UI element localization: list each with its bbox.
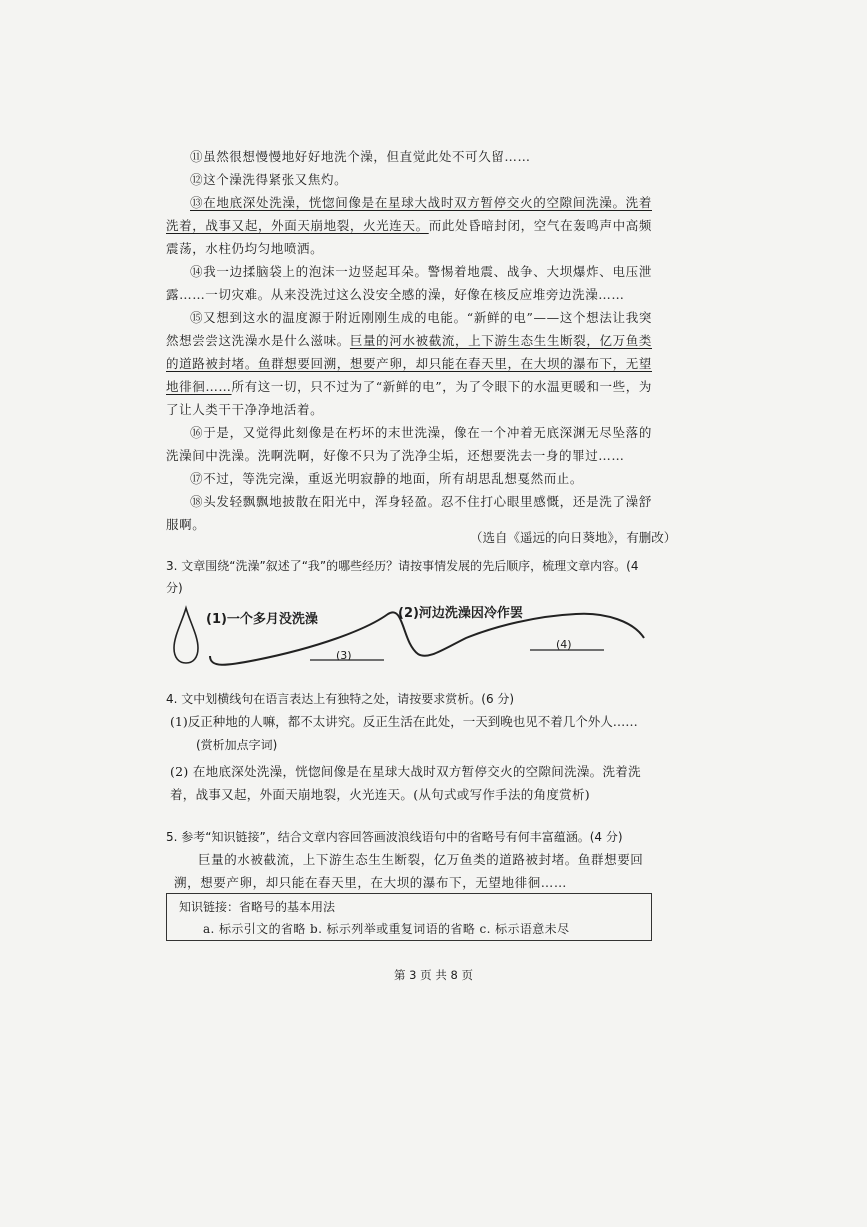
question-4: 4. 文中划横线句在语言表达上有独特之处，请按要求赏析。(6 分) <box>166 692 515 706</box>
paragraph-11: ⑪虽然很想慢慢地好好地洗个澡，但直觉此处不可久留…… <box>190 149 531 164</box>
question-4-sentence-1-note: (赏析加点字词) <box>196 738 278 752</box>
source-note: （选自《遥远的向日葵地》，有删改） <box>470 530 677 545</box>
knowledge-link-items: a. 标示引文的省略 b. 标示列举或重复词语的省略 c. 标示语意未尽 <box>203 922 570 936</box>
paragraph-15 <box>166 306 652 421</box>
underlined-sentence-13: ⑬在地底深处洗澡，恍惚间像是在星球大战时双方暂停交火的空隙间洗澡。洗着洗着，战事又起，外面天崩地裂，火光连天。 <box>166 195 652 233</box>
page-footer: 第 3 页 共 8 页 <box>394 968 473 982</box>
paragraph-15-end: 所有这一切，只不过为了“新鲜的电”，为了令眼下的水温更暖和一些，为了让人类干干净净地活着。 <box>166 379 652 417</box>
flow-label-1: (1)一个多月没洗澡 <box>206 612 318 627</box>
knowledge-link-box <box>166 893 652 941</box>
plot-flow-diagram <box>166 592 656 676</box>
paragraph-15-start: ⑮又想到这水的温度源于附近刚刚生成的电能。“新鲜的电”——这个想法让我突然想尝尝这洗澡水是什么滋味。 <box>166 310 652 348</box>
question-5-quote: 巨量的水被截流，上下游生态生生断裂，亿万鱼类的道路被封堵。鱼群想要回溯，想要产卵，却只能在春天里，在大坝的瀑布下，无望地徘徊…… <box>174 852 644 890</box>
paragraph-16: ⑯于是，又觉得此刻像是在朽坏的末世洗澡，像在一个冲着无底深渊无尽坠落的洗澡间中洗澡。洗啊洗啊，好像不只为了洗净尘垢，还想要洗去一身的罪过…… <box>166 425 652 463</box>
paragraph-17: ⑰不过，等洗完澡，重返光明寂静的地面，所有胡思乱想戛然而止。 <box>190 471 584 486</box>
question-3: 3. 文章围绕“洗澡”叙述了“我”的哪些经历？请按事情发展的先后顺序，梳理文章内容。(4 分) <box>166 559 639 595</box>
paragraph-18: ⑱头发轻飘飘地披散在阳光中，浑身轻盈。忍不住打心眼里感慨，还是洗了澡舒服啊。 <box>166 494 652 532</box>
drop-icon <box>174 608 198 663</box>
question-4-sentence-2: (2) 在地底深处洗澡，恍惚间像是在星球大战时双方暂停交火的空隙间洗澡。洗着洗着，战事又起，外面天崩地裂，火光连天。(从句式或写作手法的角度赏析) <box>170 764 641 802</box>
paragraph-12: ⑫这个澡洗得紧张又焦灼。 <box>190 172 348 187</box>
wavy-underlined-sentence: 巨量的河水被截流，上下游生态生生断裂，亿万鱼类的道路被封堵。鱼群想要回溯，想要产卵，却只能在春天里，在大坝的瀑布下，无望地徘徊…… <box>166 333 652 394</box>
flow-label-3: (3) <box>336 649 352 662</box>
knowledge-link-title: 知识链接：省略号的基本用法 <box>179 900 336 914</box>
paragraph-14: ⑭我一边揉脑袋上的泡沫一边竖起耳朵。警惕着地震、战争、大坝爆炸、电压泄露……一切灾难。从来没洗过这么没安全感的澡，好像在核反应堆旁边洗澡…… <box>166 264 652 302</box>
question-4-sentence-1: (1)反正种地的人嘛，都不太讲究。反正生活在此处，一天到晚也见不着几个外人…… <box>170 714 638 729</box>
question-5: 5. 参考“知识链接”，结合文章内容回答画波浪线语句中的省略号有何丰富蕴涵。(4 分) <box>166 830 623 844</box>
flow-label-4: (4) <box>556 638 572 651</box>
flow-label-2: (2)河边洗澡因冷作罢 <box>398 606 523 621</box>
paragraph-13 <box>166 191 652 260</box>
paragraph-13-rest: 而此处昏暗封闭，空气在轰鸣声中高频震荡，水柱仍均匀地喷洒。 <box>166 218 652 256</box>
